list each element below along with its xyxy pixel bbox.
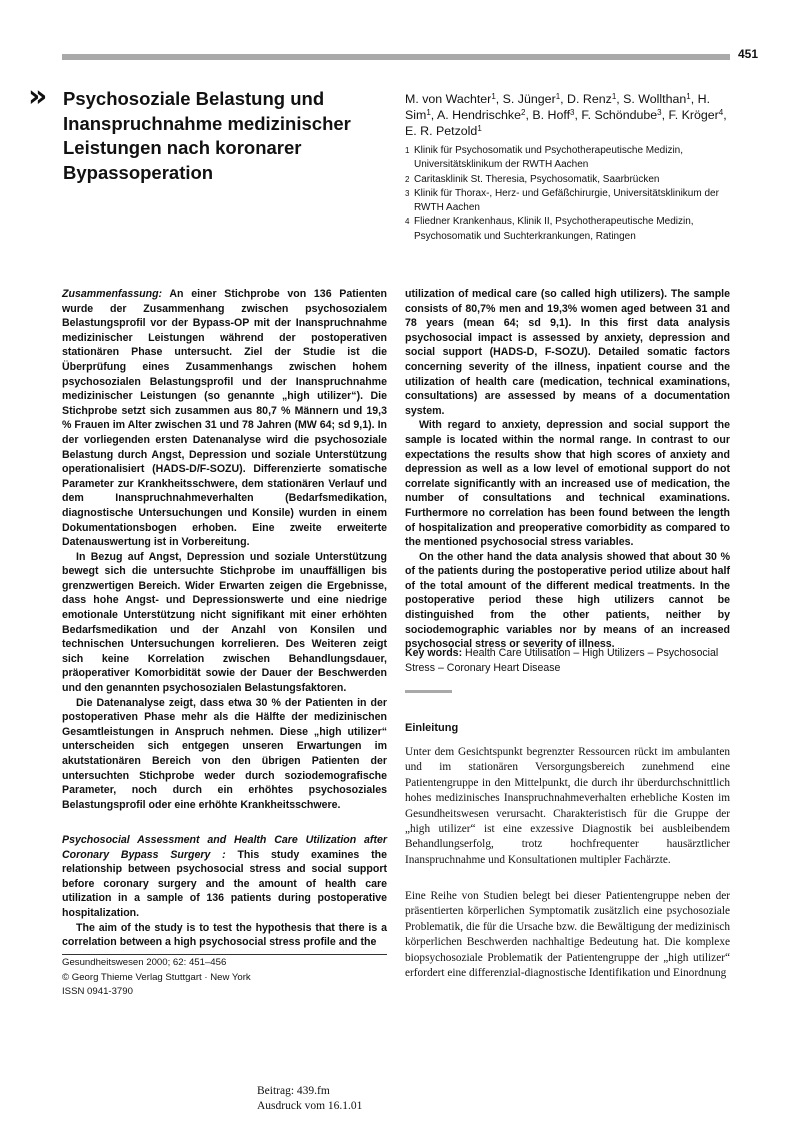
author-name: A. Hendrischke	[437, 108, 522, 123]
author-name: S. Wollthan	[623, 92, 687, 106]
intro-paragraph-2: Eine Reihe von Studien belegt bei dieser Patientengruppe neben der präsentierten körperlichen Symptomatik zusätzlich eine psychosoziale Problematik, die für die Ursache bzw. die Bewältigung der medizinisch körperlichen Beschwerden nachhaltige Bedeutung hat. Die komplexe biopsychosoziale Problematik der Patientengruppe der „high utilizer“ erfordert eine differenzial-diagnostische Identifikation und Einordnung	[405, 890, 730, 980]
footer-rule	[62, 954, 387, 955]
affiliation-item	[405, 173, 740, 187]
abstract-de-label: Zusammenfassung:	[62, 288, 163, 300]
author-separator: ,	[723, 108, 727, 123]
author-name: D. Renz	[567, 92, 612, 106]
author-affiliation-number: 1	[477, 124, 482, 134]
author-affiliation-number: 1	[555, 92, 561, 101]
header-rule	[62, 54, 730, 60]
print-info-file: Beitrag: 439.fm	[257, 1085, 330, 1097]
print-info	[257, 1084, 362, 1114]
author-name: H. Sim	[405, 92, 711, 123]
author-separator: ,	[574, 108, 582, 123]
author-separator: ,	[560, 92, 568, 106]
issn: ISSN 0941-3790	[62, 986, 133, 997]
author-affiliation-number: 1	[686, 92, 691, 101]
author-name: E. R. Petzold	[405, 124, 478, 139]
author-name: S. Jünger	[502, 92, 556, 106]
affiliation-list	[405, 144, 740, 244]
author-affiliation-number: 1	[611, 92, 617, 101]
affiliation-number: 3	[405, 188, 410, 198]
abstract-de-p2: In Bezug auf Angst, Depression und soziale Unterstützung bewegt sich die untersuchte Stichprobe im unauffälligen bis grenzwertigen Bereich. Wider Erwarten zeigen die Ergebnisse, dass hohe Angst- und Depressionswerte und eine niedrige emotionale Unterstützung nicht signifikant mit einer erhöhten Bedarfsmedikation und der Anzahl von Konsilen und technischen Untersuchungen korrelieren. Des Weiteren zeigt sich keine Korrelation zwischen Behandlungsdauer, präoperativer Komorbidität sowie der Dauer der Beschwerden und den genannten psychosozialen Belastungsfaktoren.	[62, 550, 387, 695]
citation: Gesundheitswesen 2000; 62: 451–456	[62, 957, 227, 968]
affiliation-number: 2	[405, 174, 410, 184]
author-affiliation-number: 1	[491, 92, 496, 101]
affiliation-item	[405, 215, 740, 244]
abstract-english-continued	[405, 287, 730, 652]
abstract-en-label: Psychosocial Assessment and Health Care Utilization after Coronary Bypass Surgery :	[62, 834, 387, 861]
publisher: © Georg Thieme Verlag Stuttgart · New York	[62, 971, 251, 983]
abstract-en-p5: On the other hand the data analysis showed that about 30 % of the patients during the postoperative period utilize about half of the total amount of the different medical treatments. In the postoperative period these high utilizers cannot be distinguished from the other patients, neither by sociodemographic variables nor by means of an increased psychosocial stress or severity of illness.	[405, 550, 730, 651]
author-name: F. Schöndube	[581, 108, 658, 123]
abstract-de-p3: Die Datenanalyse zeigt, dass etwa 30 % der Patienten in der postoperativen Phase mehr als die Hälfte der medizinischen Gesamtleistungen in Anspruch nehmen. Diese „high utilizer“ unterscheiden sich entgegen unseren Erwartungen im akutstationären Bereich von den übrigen Patienten der untersuchten Stichprobe weder durch soziodemografische Parameter, noch durch ein erhöhtes psychosoziales Belastungsprofil oder eine erhöhte Krankheitsschwere.	[62, 696, 387, 811]
section-divider	[405, 690, 452, 693]
author-separator: ,	[430, 108, 437, 123]
author-separator: ,	[525, 108, 533, 123]
abstract-de-p1: An einer Stichprobe von 136 Patienten wurde der Zusammenhang zwischen psychosozialem Belastungsprofil vor der Bypass-OP mit der Inanspruchnahme medizinischer Leistungen während der postoperativen stationären Phase untersucht. Ziel der Studie ist die Überprüfung eines Zusammenhangs zwischen hohem psychosozialen Belastungsprofil und der Inanspruchnahme medizinischer Leistungen (so genannte „high utilizer“). Die Stichprobe setzt sich zusammen aus 80,7 % Männern und 19,3 % Frauen im Alter zwischen 31 und 78 Jahren (MW 64; sd 9,1). In der vorliegenden ersten Datenanalyse wird die psychosoziale Belastung durch Angst, Depression und soziale Unterstützung operationalisiert (HADS-D/F-SOZU). Differenzierte somatische Parameter zur Krankheitsschwere, dem stationären Verlauf und dem Inanspruchnahmeverhalten (Bedarfsmedikation, diagnostische Untersuchungen und Konsile) wurden in einem Dokumentationsbogen erhoben. Eine zweite erweiterte Datenauswertung ist in Vorbereitung.	[62, 288, 387, 549]
author-separator: ,	[690, 92, 698, 106]
abstract-english	[62, 833, 387, 950]
intro-paragraph-1: Unter dem Gesichtspunkt begrenzter Ressourcen rückt im ambulanten und im stationären Versorgungsbereich zunehmend eine Patientengruppe in den Mittelpunkt, die durch ihr überdurchschnittlich hohes medizinisches Inanspruchnahmeverhalten erhebliche Kosten im Gesundheitswesen verursacht. Charakteristisch für die Gruppe der „high utilizer“ ist eine exzessive Diagnostik bei ausbleibendem Behandlungserfolg, trotz hochfrequenter hausärztlicher Inanspruchnahme und Konsultationen multipler Fachärzte.	[405, 746, 730, 866]
affiliation-text: Klinik für Psychosomatik und Psychotherapeutische Medizin, Universitätsklinikum der RWTH Aachen	[414, 145, 684, 171]
affiliation-number: 1	[405, 146, 410, 155]
affiliation-text: Klinik für Thorax-, Herz- und Gefäßchirurgie, Universitätsklinikum der RWTH Aachen	[414, 187, 719, 214]
section-marker-icon: »	[28, 79, 42, 114]
author-affiliation-number: 4	[718, 108, 724, 118]
affiliation-item	[405, 187, 740, 216]
keywords-text: Health Care Utilisation – High Utilizers – Psychosocial Stress – Coronary Heart Disease	[405, 647, 719, 674]
author-affiliation-number: 1	[426, 108, 431, 118]
keywords-label: Key words:	[405, 647, 463, 659]
page-number: 451	[738, 47, 759, 61]
author-affiliation-number: 2	[521, 108, 526, 118]
author-affiliation-number: 3	[657, 108, 662, 118]
author-name: F. Kröger	[668, 108, 719, 123]
print-info-date: Ausdruck vom 16.1.01	[257, 1100, 363, 1112]
journal-footer	[62, 956, 387, 1000]
abstract-german	[62, 287, 387, 812]
author-separator: ,	[661, 108, 669, 123]
author-separator: ,	[495, 92, 503, 106]
author-name: B. Hoff	[532, 108, 571, 123]
affiliation-item	[405, 144, 740, 173]
keywords	[405, 646, 730, 675]
abstract-en-p1: This study examines the relationship between psychosocial stress and social support before coronary surgery and the amount of health care utilization in a sample of 136 patients during postoperative hospitalization.	[62, 848, 387, 919]
article-title: Psychosoziale Belastung und Inanspruchnahme medizinischer Leistungen nach koronarer Bypassoperation	[63, 88, 351, 183]
abstract-en-p3: utilization of medical care (so called high utilizers). The sample consists of 80,7% men and 19,3% women aged between 31 and 78 years (mean 64; sd 9,1). In this first data analysis psychosocial impact is assessed by anxiety, depression and social support (HADS-D, F-SOZU). Detailed somatic factors concerning severity of the illness, inpatient course and the utilization of health care (medication, technical examinations, consultations) are assessed by means of a documentation system.	[405, 288, 730, 417]
abstract-en-p4: With regard to anxiety, depression and social support the sample is located within the normal range. In contrast to our expectations the results show that high scores of anxiety and depression as well as a low level of emotional support do not correlate significantly with an increased use of medication, the number of consultations and technical examinations. Furthermore no correlation has been found between the length of hospitalization and preoperative comorbidity as compared to the mentioned psychosocial stress variables.	[405, 419, 730, 549]
affiliation-text: Caritasklinik St. Theresia, Psychosomatik, Saarbrücken	[414, 173, 660, 185]
author-list	[405, 91, 735, 140]
abstract-en-p2: The aim of the study is to test the hypothesis that there is a correlation between a high psychosocial stress profile and the	[62, 921, 387, 949]
affiliation-number: 4	[405, 217, 410, 227]
author-separator: ,	[616, 92, 624, 106]
affiliation-text: Fliedner Krankenhaus, Klinik II, Psychotherapeutische Medizin, Psychosomatik und Suchterkrankungen, Ratingen	[414, 216, 694, 242]
author-name: M. von Wachter	[405, 92, 492, 106]
section-heading-einleitung: Einleitung	[405, 722, 459, 734]
author-affiliation-number: 3	[570, 108, 575, 118]
